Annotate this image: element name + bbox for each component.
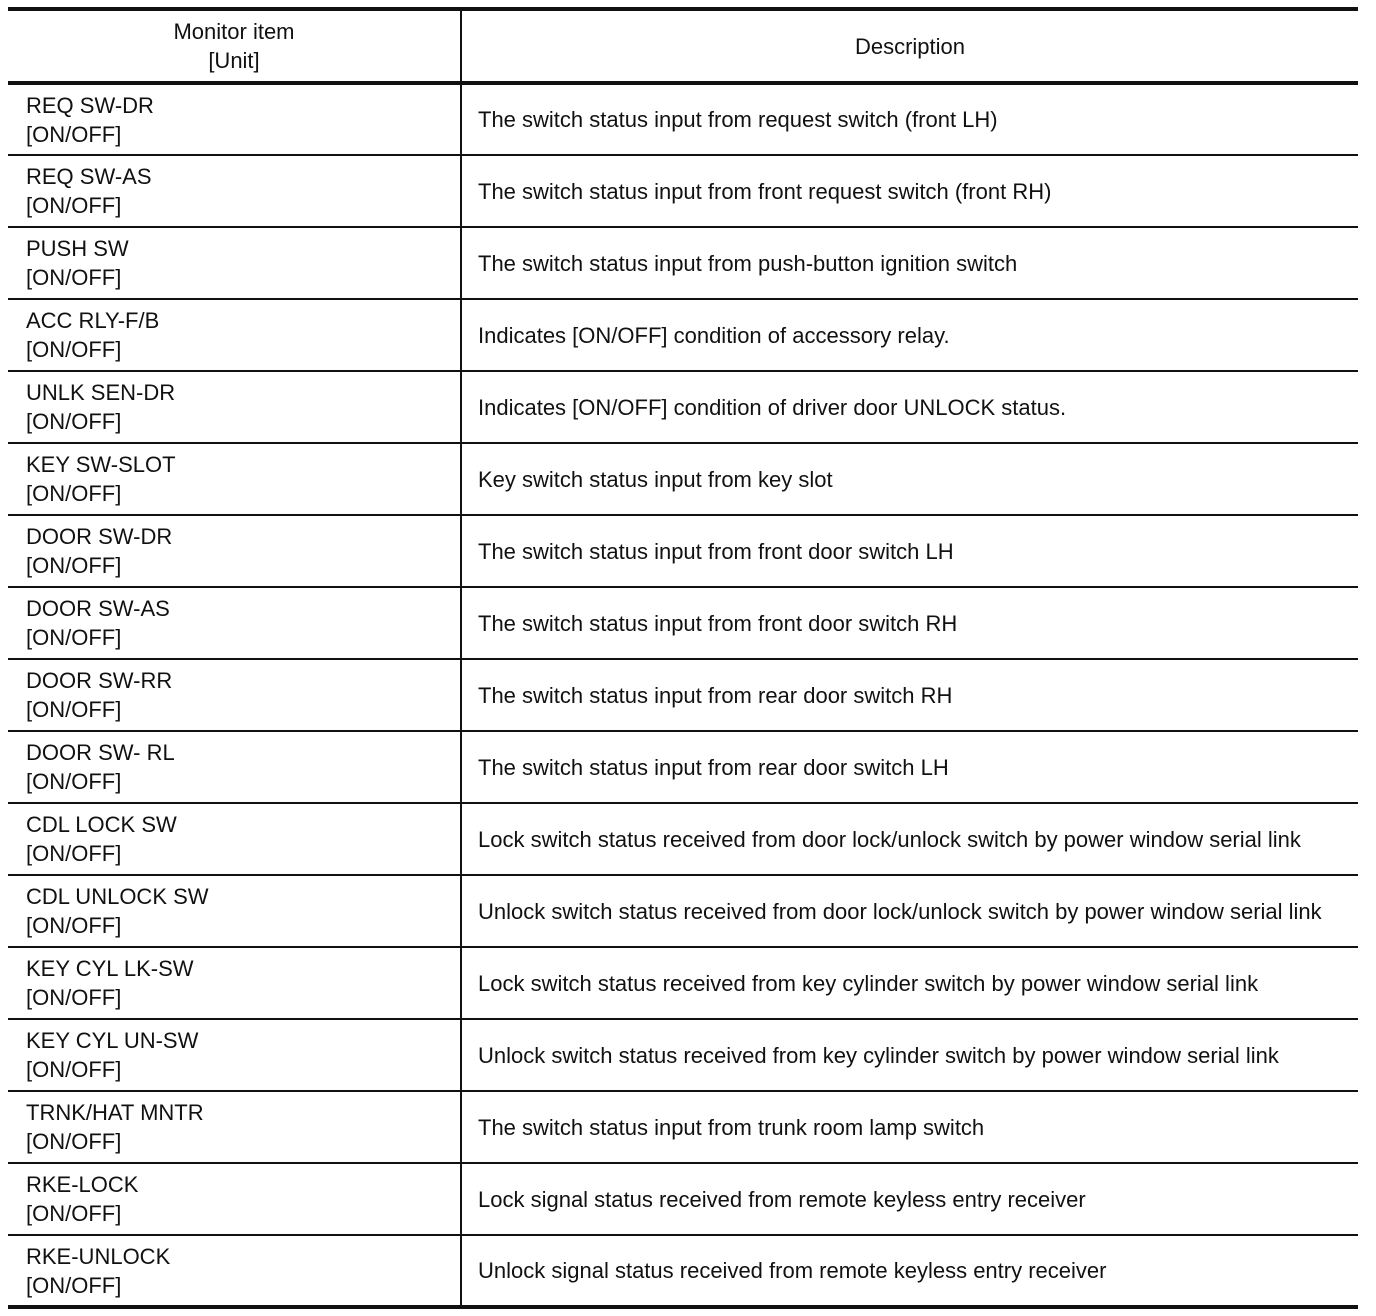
monitor-item-cell [8, 155, 461, 227]
monitor-item-name: RKE-LOCK [26, 1172, 139, 1197]
table-row [8, 1091, 1358, 1163]
monitor-item-unit: [ON/OFF] [26, 265, 122, 290]
description-cell: Lock switch status received from key cylinder switch by power window serial link [478, 970, 1259, 996]
monitor-item-name: KEY CYL LK-SW [26, 956, 194, 981]
header-monitor-item [8, 9, 461, 83]
monitor-item-cell [8, 1235, 461, 1307]
table-row [8, 803, 1358, 875]
monitor-item-unit: [ON/OFF] [26, 337, 122, 362]
description-cell: The switch status input from rear door switch LH [478, 754, 949, 780]
table-row [8, 443, 1358, 515]
header-row [8, 9, 1358, 83]
monitor-item-name: KEY CYL UN-SW [26, 1028, 199, 1053]
monitor-item-unit: [ON/OFF] [26, 769, 122, 794]
description-cell: The switch status input from front door switch LH [478, 538, 954, 564]
monitor-item-name: REQ SW-DR [26, 92, 154, 118]
table-row [8, 1019, 1358, 1091]
monitor-item-name: DOOR SW- RL [26, 740, 175, 765]
table-row [8, 875, 1358, 947]
monitor-item-cell [8, 731, 461, 803]
monitor-item-name: TRNK/HAT MNTR [26, 1100, 204, 1125]
description-cell: The switch status input from trunk room lamp switch [478, 1114, 985, 1140]
monitor-item-unit: [ON/OFF] [26, 121, 122, 147]
monitor-item-sheet [8, 7, 1358, 1309]
monitor-item-unit: [ON/OFF] [26, 625, 122, 650]
monitor-item-cell [8, 875, 461, 947]
description-cell: The switch status input from request switch (front LH) [478, 107, 998, 132]
monitor-item-cell [8, 1019, 461, 1091]
table-row [8, 587, 1358, 659]
monitor-item-cell [8, 299, 461, 371]
monitor-item-table [8, 7, 1358, 1309]
monitor-item-name: PUSH SW [26, 236, 129, 261]
monitor-item-unit: [ON/OFF] [26, 1201, 122, 1226]
monitor-item-cell [8, 1163, 461, 1235]
monitor-item-cell [8, 803, 461, 875]
monitor-item-cell [8, 83, 461, 155]
monitor-item-name: KEY SW-SLOT [26, 452, 176, 477]
table-row [8, 371, 1358, 443]
monitor-item-name: UNLK SEN-DR [26, 380, 176, 405]
description-cell: The switch status input from front request switch (front RH) [478, 178, 1052, 204]
monitor-item-cell [8, 227, 461, 299]
monitor-item-unit: [ON/OFF] [26, 985, 122, 1010]
monitor-item-unit: [ON/OFF] [26, 913, 122, 938]
monitor-item-name: CDL UNLOCK SW [26, 884, 209, 909]
table-row [8, 227, 1358, 299]
table-row [8, 947, 1358, 1019]
header-description-label: Description [854, 33, 966, 59]
monitor-item-unit: [ON/OFF] [26, 1272, 122, 1298]
monitor-item-cell [8, 1091, 461, 1163]
description-cell: Lock signal status received from remote keyless entry receiver [478, 1186, 1086, 1212]
description-cell: The switch status input from rear door switch RH [478, 682, 953, 708]
monitor-item-cell [8, 371, 461, 443]
description-cell: Indicates [ON/OFF] condition of driver door UNLOCK status. [478, 394, 1067, 420]
monitor-item-cell [8, 443, 461, 515]
monitor-item-unit: [ON/OFF] [26, 409, 122, 434]
monitor-item-cell [8, 587, 461, 659]
monitor-item-unit: [ON/OFF] [26, 481, 122, 506]
monitor-item-name: REQ SW-AS [26, 164, 152, 189]
monitor-item-cell [8, 659, 461, 731]
table-row [8, 155, 1358, 227]
description-cell: The switch status input from front door switch RH [478, 610, 958, 636]
table-row [8, 659, 1358, 731]
description-cell: Key switch status input from key slot [478, 466, 833, 492]
monitor-item-unit: [ON/OFF] [26, 1129, 122, 1154]
monitor-item-unit: [ON/OFF] [26, 193, 122, 218]
monitor-item-unit: [ON/OFF] [26, 697, 122, 722]
description-cell: Lock switch status received from door lock/unlock switch by power window serial link [478, 826, 1301, 852]
description-cell: The switch status input from push-button ignition switch [478, 250, 1018, 276]
table-row [8, 515, 1358, 587]
monitor-item-name: ACC RLY-F/B [26, 308, 160, 333]
monitor-item-unit: [ON/OFF] [26, 553, 122, 578]
monitor-item-unit: [ON/OFF] [26, 1057, 122, 1082]
table-row [8, 1235, 1358, 1307]
description-cell: Indicates [ON/OFF] condition of accessory relay. [478, 322, 950, 348]
monitor-item-name: DOOR SW-RR [26, 668, 173, 693]
table-row [8, 83, 1358, 155]
description-cell: Unlock switch status received from key cylinder switch by power window serial link [478, 1042, 1279, 1068]
monitor-item-name: RKE-UNLOCK [26, 1243, 171, 1269]
header-description [461, 9, 1358, 83]
table-row [8, 731, 1358, 803]
description-cell: Unlock switch status received from door lock/unlock switch by power window serial link [478, 898, 1322, 924]
monitor-item-cell [8, 515, 461, 587]
description-cell: Unlock signal status received from remote keyless entry receiver [478, 1258, 1107, 1283]
monitor-item-name: DOOR SW-AS [26, 596, 170, 621]
monitor-item-cell [8, 947, 461, 1019]
header-unit-label: [Unit] [208, 48, 260, 73]
table-header [8, 9, 1358, 83]
monitor-item-unit: [ON/OFF] [26, 841, 122, 866]
table-body [8, 83, 1358, 1307]
monitor-item-name: DOOR SW-DR [26, 524, 173, 549]
header-monitor-item-label: Monitor item [173, 19, 295, 44]
monitor-item-name: CDL LOCK SW [26, 812, 177, 837]
table-row [8, 299, 1358, 371]
table-row [8, 1163, 1358, 1235]
